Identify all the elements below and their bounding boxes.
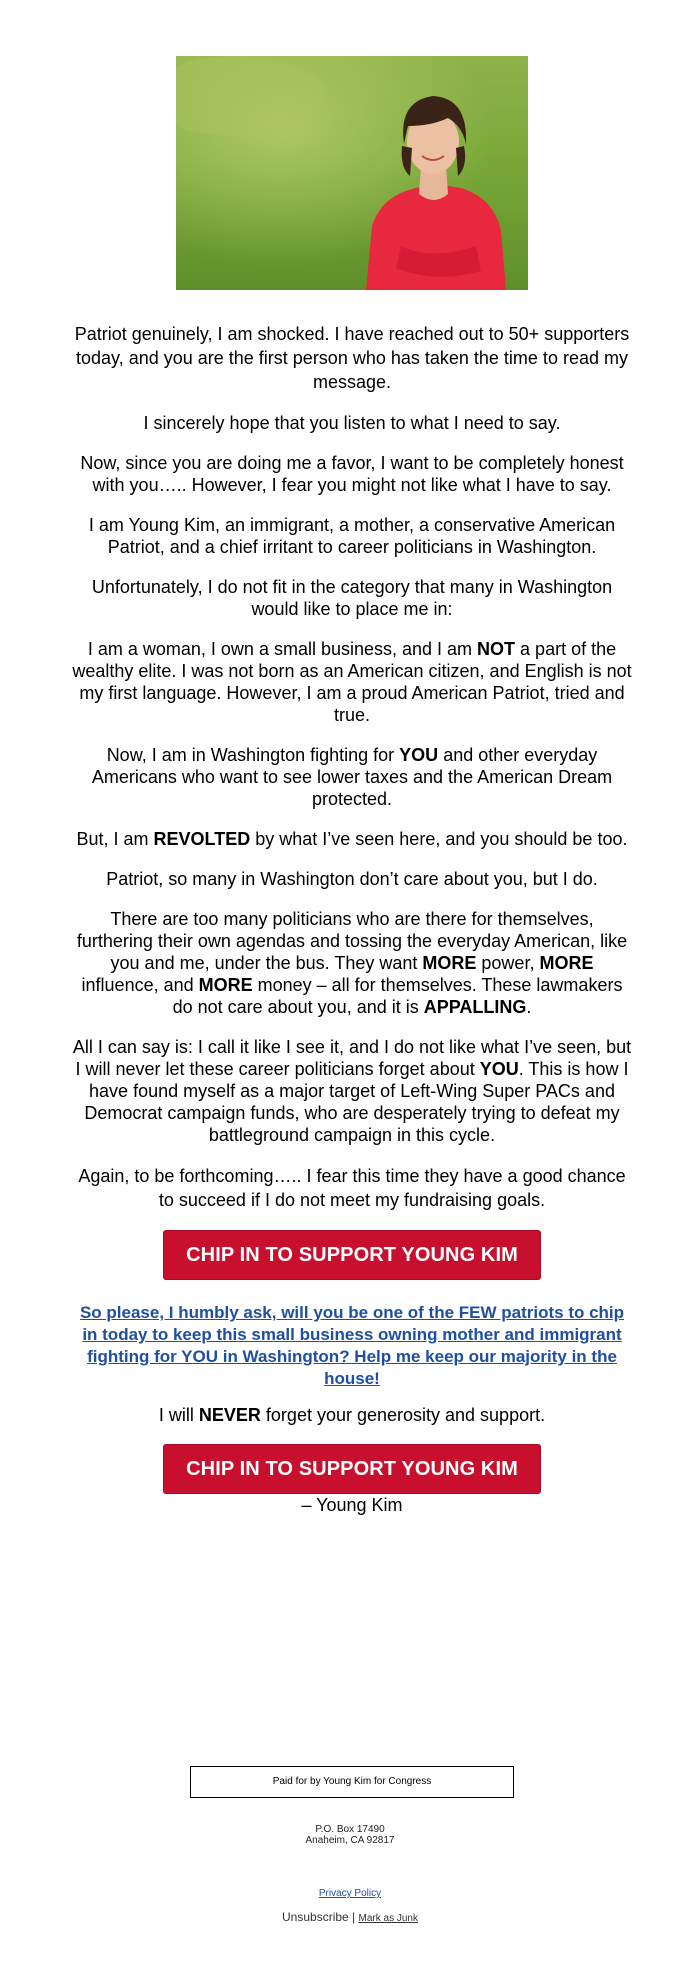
paragraph-woman [72,638,632,726]
letter-body [72,322,632,1534]
emphasis-appalling: APPALLING [423,997,527,1017]
text-run: Now, I am in Washington fighting for [106,745,400,765]
emphasis-more: MORE [422,953,477,973]
emphasis-never: NEVER [198,1405,261,1425]
paragraph-generosity [72,1404,632,1426]
paragraph-fighting [72,744,632,810]
text-run: influence, and [81,975,199,995]
emphasis-more: MORE [198,975,253,995]
chip-in-button-bottom[interactable]: CHIP IN TO SUPPORT YOUNG KIM [163,1444,541,1494]
paragraph-identity: I am Young Kim, an immigrant, a mother, a conservative American Patriot, and a chief irritant to career politicians in Washington. [88,515,616,557]
unsubscribe-row [0,1910,700,1924]
text-run: by what I’ve seen here, and you should be too. [250,829,628,849]
paid-for-disclaimer: Paid for by Young Kim for Congress [190,1766,514,1798]
unsubscribe-text[interactable]: Unsubscribe [282,1910,349,1924]
text-run: and other everyday Americans who want to see lower taxes and the American Dream protected. [91,745,613,809]
text-run: But, I am [76,829,154,849]
paragraph-forthcoming: Again, to be forthcoming….. I fear this time they have a good chance to succeed if I do not meet my fundraising goals. [78,1166,626,1210]
text-run: . This is how I have found myself as a major target of Left-Wing Super PACs and Democrat campaign funds, who are desperately trying to defeat my battleground campaign in this cycle. [84,1059,629,1145]
mailing-address [0,1824,700,1846]
emphasis-more: MORE [539,953,594,973]
paragraph-politicians [72,908,632,1018]
emphasis-you: YOU [479,1059,519,1079]
text-run: a part of the wealthy elite. I was not born as an American citizen, and English is not my first language. However, I am a proud American Patriot, tried and true. [72,639,632,725]
emphasis-not: NOT [477,639,516,659]
text-run: All I can say is: I call it like I see it, and I do not like what I’ve seen, but I will never let these career politicians forget about [72,1037,632,1079]
privacy-row [0,1888,700,1899]
text-run: money – all for themselves. These lawmakers do not care about you, and it is [172,975,623,1017]
paragraph-intro: Patriot genuinely, I am shocked. I have reached out to 50+ supporters today, and you are the first person who has taken the time to read my message. [74,324,630,392]
address-line-1: P.O. Box 17490 [315,1824,385,1835]
paragraph-target [72,1036,632,1146]
mark-as-junk-link[interactable]: Mark as Junk [358,1913,418,1924]
text-run: forget your generosity and support. [260,1405,546,1425]
plea-link[interactable]: So please, I humbly ask, will you be one of the FEW patriots to chip in today to keep this small business owning mother and immigrant fighting for YOU in Washington? Help me keep our majority in the house! [79,1303,625,1388]
paragraph-honest: Now, since you are doing me a favor, I want to be completely honest with you….. However, I fear you might not like what I have to say. [80,453,624,495]
paragraph-listen: I sincerely hope that you listen to what I need to say. [143,413,561,433]
signature: – Young Kim [301,1495,403,1515]
paragraph-revolted [72,828,632,850]
privacy-policy-link[interactable]: Privacy Policy [318,1888,382,1899]
separator: | [348,1910,359,1924]
text-run: I will [158,1405,199,1425]
portrait-image [176,56,528,290]
paragraph-care: Patriot, so many in Washington don’t care about you, but I do. [106,869,598,889]
emphasis-revolted: REVOLTED [153,829,251,849]
text-run: I am a woman, I own a small business, and I am [87,639,478,659]
address-line-2: Anaheim, CA 92817 [305,1835,395,1846]
emphasis-you: YOU [399,745,439,765]
text-run: power, [476,953,540,973]
paragraph-category: Unfortunately, I do not fit in the category that many in Washington would like to place me in: [91,577,613,619]
hero-photo [176,56,528,290]
text-run: There are too many politicians who are there for themselves, furthering their own agendas and tossing the everyday American, like you and me, under the bus. They want [76,909,628,973]
chip-in-button-top[interactable]: CHIP IN TO SUPPORT YOUNG KIM [163,1230,541,1280]
text-run: . [526,997,532,1017]
